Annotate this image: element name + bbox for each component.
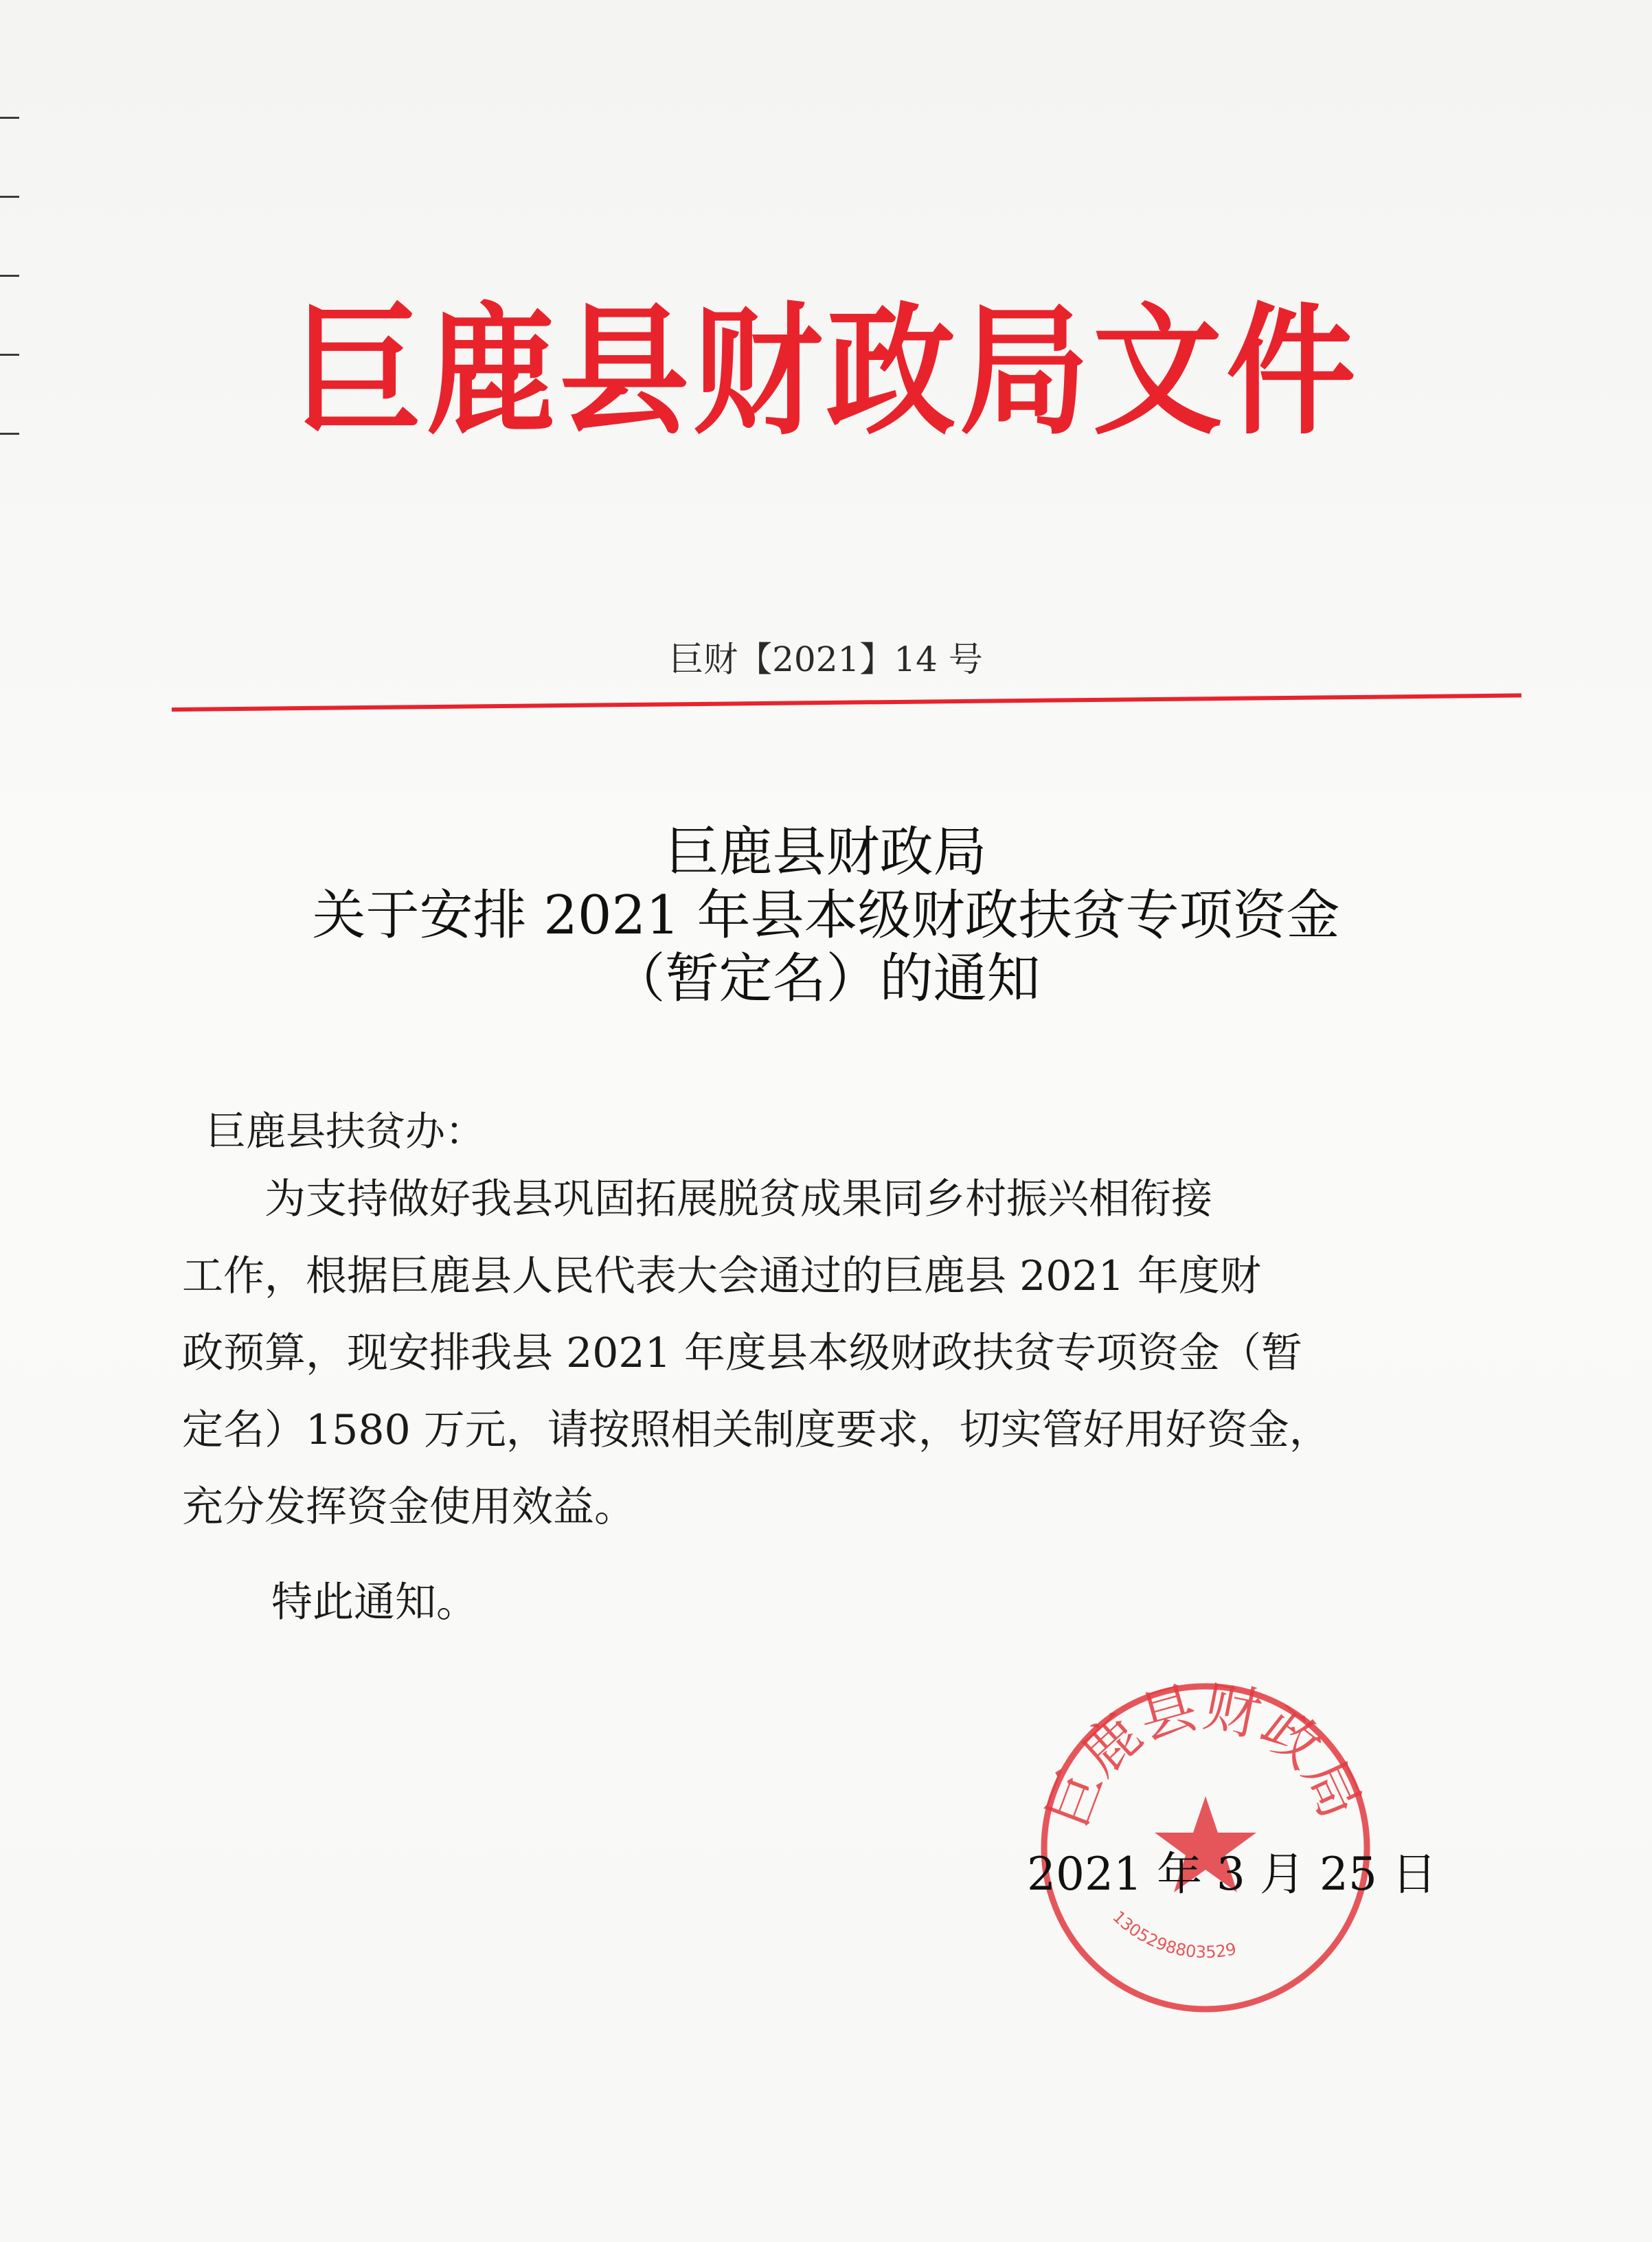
seal-number: 1305298803529 [1109, 1907, 1238, 1962]
body-line-3: 政预算，现安排我县 2021 年度县本级财政扶贫专项资金（暂 [182, 1329, 1302, 1377]
title-line-3: （暂定名）的通知 [611, 948, 1041, 1010]
body-line-4: 定名）1580 万元，请按照相关制度要求，切实管好用好资金， [182, 1406, 1331, 1454]
binding-mark [0, 433, 19, 435]
body-paragraph [182, 1161, 1521, 1545]
body-line-1: 为支持做好我县巩固拓展脱贫成果同乡村振兴相衔接 [182, 1175, 1212, 1223]
document-header-title: 巨鹿县财政局文件 [293, 291, 1359, 454]
seal-ring-text: 巨鹿县财政局 [1034, 1676, 1373, 1837]
body-line-5: 充分发挥资金使用效益。 [182, 1483, 635, 1531]
binding-mark [0, 196, 19, 198]
closing-text: 特此通知。 [271, 1578, 477, 1627]
document-number: 巨财【2021】14 号 [669, 639, 983, 679]
salutation: 巨鹿县扶贫办： [206, 1108, 486, 1155]
title-line-2: 关于安排 2021 年县本级财政扶贫专项资金 [312, 885, 1340, 947]
binding-marks [0, 117, 21, 446]
binding-mark [0, 275, 19, 277]
red-divider-line [172, 693, 1521, 712]
document-date: 2021 年 3 月 25 日 [1027, 1848, 1437, 1901]
document-title [0, 821, 1652, 1010]
title-line-1: 巨鹿县财政局 [665, 822, 987, 883]
body-line-2: 工作，根据巨鹿县人民代表大会通过的巨鹿县 2021 年度财 [182, 1252, 1261, 1300]
binding-mark [0, 354, 19, 356]
binding-mark [0, 117, 19, 119]
